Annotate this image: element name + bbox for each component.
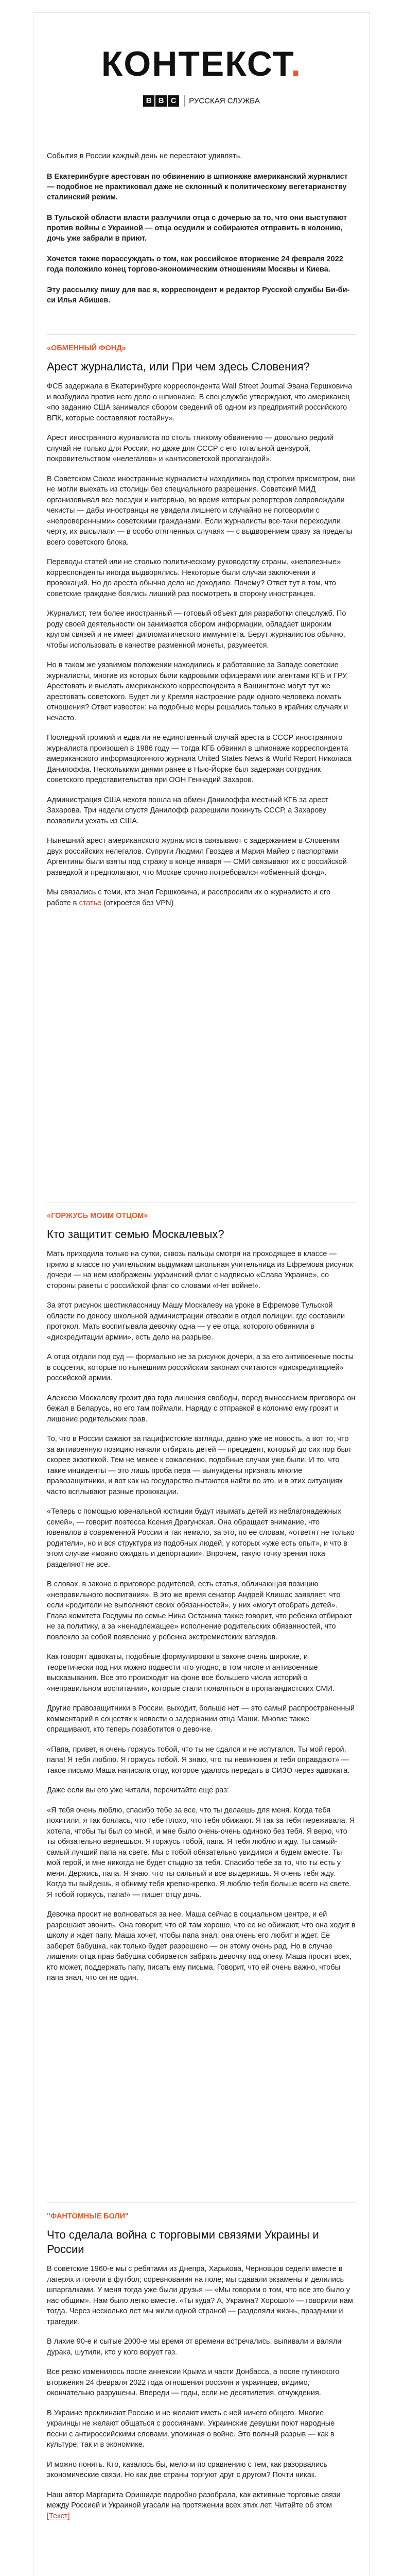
intro-p4: Хочется также порассуждать о том, как российское вторжение 24 февраля 2022 года положило конец торгово-экономическим отношениям Москвы и Киева. — [47, 255, 343, 274]
paragraph: Администрация США нехотя пошла на обмен Данилоффа местный КГБ за арест Захарова. Три недели спустя Данилофф разрешили покинуть СССР, а Захарову позволили уехать из США. — [47, 795, 329, 825]
paragraph: В советские 1960-е мы с ребятами из Днепра, Харькова, Черновцов седели вместе в лагерях и гоняли в футбол; соревнования на поле; мы сдавали экзамены и делились шпаргалками. У меня тогда уже были друзья — «Мы говорим о том, что все это было у нас общим». Нам было легко вместе. «Ты куда? А, Украина? Хорошо!» — говорили нам тогда. Через несколько лет мы жили одной страной — разделяли жизнь, праздники и трагедии. — [47, 2265, 353, 2326]
paragraph: «Теперь с помощью ювенальной юстиции будут изымать детей из неблагонадежных семей», — говорит поэтесса Ксения Драгунская. Она обращает внимание, что ювеналов в современной России и так немало, за это, по ее словам, «ответят не только родители», но и вся структура из подобных людей, у которых «уже есть опыт», и что в этом случае «можно ожидать и депортации». Впрочем, такую точку зрения пока разделяют не все. — [47, 1507, 355, 1569]
section-label: «ОБМЕННЫЙ ФОНД» — [47, 344, 126, 352]
bbc-block-b2: B — [155, 95, 167, 107]
newsletter-header — [33, 13, 370, 140]
intro — [47, 151, 356, 316]
newsletter-card — [33, 12, 370, 2576]
section-proud-of-father — [47, 1202, 356, 1993]
bbc-block-b1: B — [143, 95, 154, 107]
paragraph: Последний громкий и едва ли не единственный случай ареста в СССР иностранного журналиста произошел в 1986 году — тогда КГБ обвинил в шпионаже корреспондента американского информационного журнала United States News & World Report Николаса Данилоффа. Несколькими днями ранее в Нью-Йорке был задержан сотрудник советского представительства при ООН Геннадий Захаров. — [47, 734, 352, 784]
paragraph: Арест иностранного журналиста по столь тяжкому обвинению — довольно редкий случай не только для России, но даже для СССР с его тотальной цензурой, покровительством «нелегалов» и «антисоветской пропагандой». — [47, 434, 333, 463]
paragraph: Мать приходила только на сутки, сквозь пальцы смотря на проходящее в классе — прямо в классе по учительским выдумкам школьная учительница из Ефремова рисунок дочери — на нем изображены украинский флаг с надписью «Слава Украине», со стороны ракеты с российской флаг со словами «Нет войне!». — [47, 1250, 353, 1290]
section-label: «ГОРЖУСЬ МОИМ ОТЦОМ» — [47, 1212, 148, 1220]
paragraph: А отца отдали под суд — формально не за рисунок дочери, а за его антивоенные посты в соцсетях, которые по нынешним российским законам считаются «дискредитацией» российской армии. — [47, 1353, 354, 1382]
paragraph: В лихие 90-е и сытые 2000-е мы время от времени встречались, выпивали и валяли дурака, шутили, кто у кого ворует газ. — [47, 2337, 342, 2357]
paragraph: Все резко изменилось после аннексии Крыма и части Донбасса, а после путинского вторжения 24 февраля 2022 года отношения россиян и украинцев, видимо, окончательно разрушены. Впереди — годы, если не десятилетия, отчуждения. — [47, 2368, 340, 2397]
paragraph: То, что в России сажают за пацифистские взгляды, давно уже не новость, а вот то, что за антивоенную позицию начали отбирать детей — прецедент, который до сих пор был скорее экзотикой. Тем не менее к сожалению, подобные случаи уже были. И то, что такие инциденты — это лишь проба пера — вынуждены признать многие правозащитники, и вот как на государство пытаются найти по это, и в этих ситуациях часто всплывают разные провокации. — [47, 1435, 351, 1496]
intro-p3: В Тульской области власти разлучили отца с дочерью за то, что они выступают против войны с Украиной — отца осудили и собираются отправить в колонию, дочь уже забрали в приют. — [47, 214, 347, 243]
section-body — [47, 381, 356, 908]
section-label: "ФАНТОМНЫЕ БОЛИ" — [47, 2212, 129, 2221]
paragraph: И можно понять. Кто, казалось бы, мелочи по сравнению с тем, как разорвались экономические связи. Но как две страны торгуют друг с другом? Почти никак. — [47, 2460, 327, 2479]
paragraph-text: Наш автор Маргарита Оришидзе подробно разобрала, как активные торговые связи между Россией и Украиной угасали на протяжении всех этих лет. Читайте об этом — [47, 2490, 341, 2510]
paragraph: В Советском Союзе иностранные журналисты находились под строгим присмотром, они не могли выехать из столицы без специального разрешения. Советский МИД организовывал все поездки и интервью, во время которых репортеров сопровождали чекисты — дабы иностранцы не увидели лишнего и случайно не поговорили с «непроверенными» советскими гражданами. Если журналисты все-таки переходили черту, их высылали — в особо отягченных случаях — с выдворением сразу за пределы всего советского блока. — [47, 474, 355, 547]
logo-dot: . — [291, 44, 302, 83]
section-title: Что сделала война с торговыми связями Украины и России — [47, 2228, 319, 2256]
section-title: Кто защитит семью Москалевых? — [47, 1228, 224, 1241]
section-body — [47, 1249, 356, 1984]
paragraph: Девочка просит не волноваться за нее. Маша сейчас в социальном центре, и ей разрешают звонить. Она говорит, что ей там хорошо, что ее не обижают, что она ходит в школу и ждет папу. Маша хочет, чтобы папа знал: она очень его любит и ждет. Ее заберет бабушка, как только будет разрешено — он этому очень рад. Но в случае лишения отца прав бабушка собирается забрать девочку под опеку. Маша просит всех, кто может, поддержать папу, писать ему письма. Говорит, что ей очень важно, чтобы папа знал, что он не один. — [47, 1910, 356, 1982]
divider — [47, 334, 356, 335]
section-exchange-fund — [47, 334, 356, 918]
intro-p1: События в России каждый день не перестают удивлять. — [47, 152, 242, 160]
paragraph-with-link — [47, 2490, 356, 2522]
paragraph: Журналист, тем более иностранный — готовый объект для разработки спецслужб. По роду своей деятельности он занимается сбором информации, обладает широким кругом связей и не имеет дипломатического иммунитета. Берут журналистов обычно, чтобы использовать в качестве разменной монеты, разумеется. — [47, 609, 346, 650]
paragraph: Как говорят адвокаты, подобные формулировки в законе очень широкие, и теоретически под них можно подвести что угодно, в том числе и антивоенные высказывания. Все это происходит на фоне все большего числа историй о «неправильном воспитании», которые стали появляться в пропагандистских СМИ. — [47, 1653, 335, 1693]
section-phantom-pains — [47, 2202, 356, 2531]
article-link[interactable]: [Текст] — [47, 2512, 70, 2520]
divider — [47, 2202, 356, 2203]
section-title: Арест журналиста, или При чем здесь Словения? — [47, 360, 310, 373]
paragraph: «Я тебя очень люблю, спасибо тебе за все, что ты делаешь для меня. Когда тебя похитили, я так боялась, что тебе плохо, что тебя обижают. Я так за тебя переживала. Я хотела, чтобы ты был со мной, и мне было очень-очень одиноко без тебя. Я верю, что ты обязательно вернешься. Я горжусь тобой, папа. Я тебя люблю и жду. Ты самый-самый лучший папа на свете. Мы с тобой обязательно увидимся и будем вместе. Ты мой герой, и мне никогда не будет стыдно за тебя. Спасибо тебе за то, что ты есть у меня. Держись, папа. Я знаю, что ты сильный и все выдержишь. Я очень тебя жду. Когда ты выйдешь, я обниму тебя крепко-крепко. Я люблю тебя больше всего на свете. Я тобой горжусь, папа!» — пишет отцу дочь. — [47, 1806, 355, 1899]
article-link[interactable]: статье — [79, 899, 102, 907]
paragraph: ФСБ задержала в Екатеринбурге корреспондента Wall Street Journal Эвана Гершковича и возбудила против него дело о шпионаже. В спецслужбе утверждают, что американец «по заданию США занимался сбором сведений об одном из предприятий российского ВПК, которые составляют гостайну». — [47, 382, 353, 422]
link-note: (откроется без VPN) — [101, 899, 174, 907]
paragraph: «Папа, привет, я очень горжусь тобой, что ты не сдался и не испугался. Ты мой герой, папа! Я тебя люблю. Я горжусь тобой. Я знаю, что ты невиновен и тебя оправдают» — такое письмо Маша написала отцу, которое удалось передать в СИЗО через адвоката. — [47, 1745, 350, 1775]
paragraph: Переводы статей или не столько политическому руководству страны, «неполезные» корреспонденты иногда выдворялись. Некоторые были случаи заключения и провокаций. Но до ареста обычно дело не доходило. Почему? Ответ тут в том, что советские граждане боялись лишний раз посмотреть в сторону иностранцев. — [47, 558, 341, 598]
paragraph-with-link — [47, 887, 356, 908]
paragraph: В Украине проклинают Россию и не желают иметь с ней ничего общего. Многие украинцы не желают общаться с россиянами. Украинские девушки поют народные песни с антироссийскими словами, упоминая о войне. Это полный разрыв — как в культуре, так и в экономике. — [47, 2409, 335, 2449]
paragraph: Алексею Москалеву грозит два года лишения свободы, перед вынесением приговора он бежал в Беларусь, но его там поймали. Наряду с отправкой в колонию ему грозит и лишение родительских прав. — [47, 1394, 356, 1423]
paragraph: Нынешний арест американского журналиста связывают с задержанием в Словении двух российских нелегалов. Супруги Людмил Гвоздев и Мария Майер с паспортами Аргентины были взяты под стражу в конце января — СМИ связывают их с российской разведкой и предполагают, что Москве срочно потребовался «обменный фонд». — [47, 837, 347, 877]
brand-divider — [184, 95, 185, 107]
paragraph: В словах, в законе о приговоре родителей, есть статья, обличающая позицию «неправильного воспитания». В это же время сенатор Андрей Клишас заявляет, что если «родители не выполняют своих обязанностей», у них «могут отобрать детей». Глава комитета Госдумы по семье Нина Останина также говорит, что ребенка отбирают не за политику, а за «ненадлежащее» исполнение родительских обязанностей, что повлекло за собой появление у ребенка экстремистских взглядов. — [47, 1580, 353, 1641]
intro-p2: В Екатеринбурге арестован по обвинению в шпионаже американский журналист — подобное не практиковал даже не склонный к политическому вегетарианству сталинский режим. — [47, 173, 348, 201]
bbc-russian-service-brand — [33, 95, 370, 107]
paragraph: За этот рисунок шестиклассницу Машу Москалеву на уроке в Ефремове Тульской области по доносу школьной администрации отвезли в отдел полиции, где составили протокол. Мать воспитывала девочку одна — у ее отца, которого обвинили в «дискредитации армии», есть дело на разрыве. — [47, 1301, 345, 1342]
section-body — [47, 2264, 356, 2521]
paragraph-text: Мы связались с теми, кто знал Гершковича, и расспросили их о журналисте и его работе в — [47, 888, 331, 907]
intro-p5: Эту рассылку пишу для вас я, корреспондент и редактор Русской службы Би-би-си Илья Абишев. — [47, 286, 350, 304]
paragraph: Даже если вы его уже читали, перечитайте еще раз: — [47, 1786, 229, 1794]
kontekst-logo — [33, 44, 370, 84]
service-name: РУССКАЯ СЛУЖБА — [189, 96, 260, 106]
bbc-block-c: C — [168, 95, 179, 107]
paragraph: Другие правозащитники в России, выходит, больше нет — это самый распространенный комментарий в соцсетях к новости о задержании отца Маши. Многие также спрашивают, кто теперь позаботится о девочке. — [47, 1704, 355, 1734]
paragraph: Но в таком же уязвимом положении находились и работавшие за Западе советские журналисты, многие из которых были кадровыми офицерами или агентами КГБ и ГРУ. Арестовать и выслать американского корреспондента в Вашингтоне могут тут же арестовать советского. Будет ли у Кремля настроение ради одного человека ломать отношения? Ответ известен: на подобные меры решались только в крайних случаях и нечасто. — [47, 661, 348, 722]
logo-text: КОНТЕКСТ — [101, 44, 291, 83]
